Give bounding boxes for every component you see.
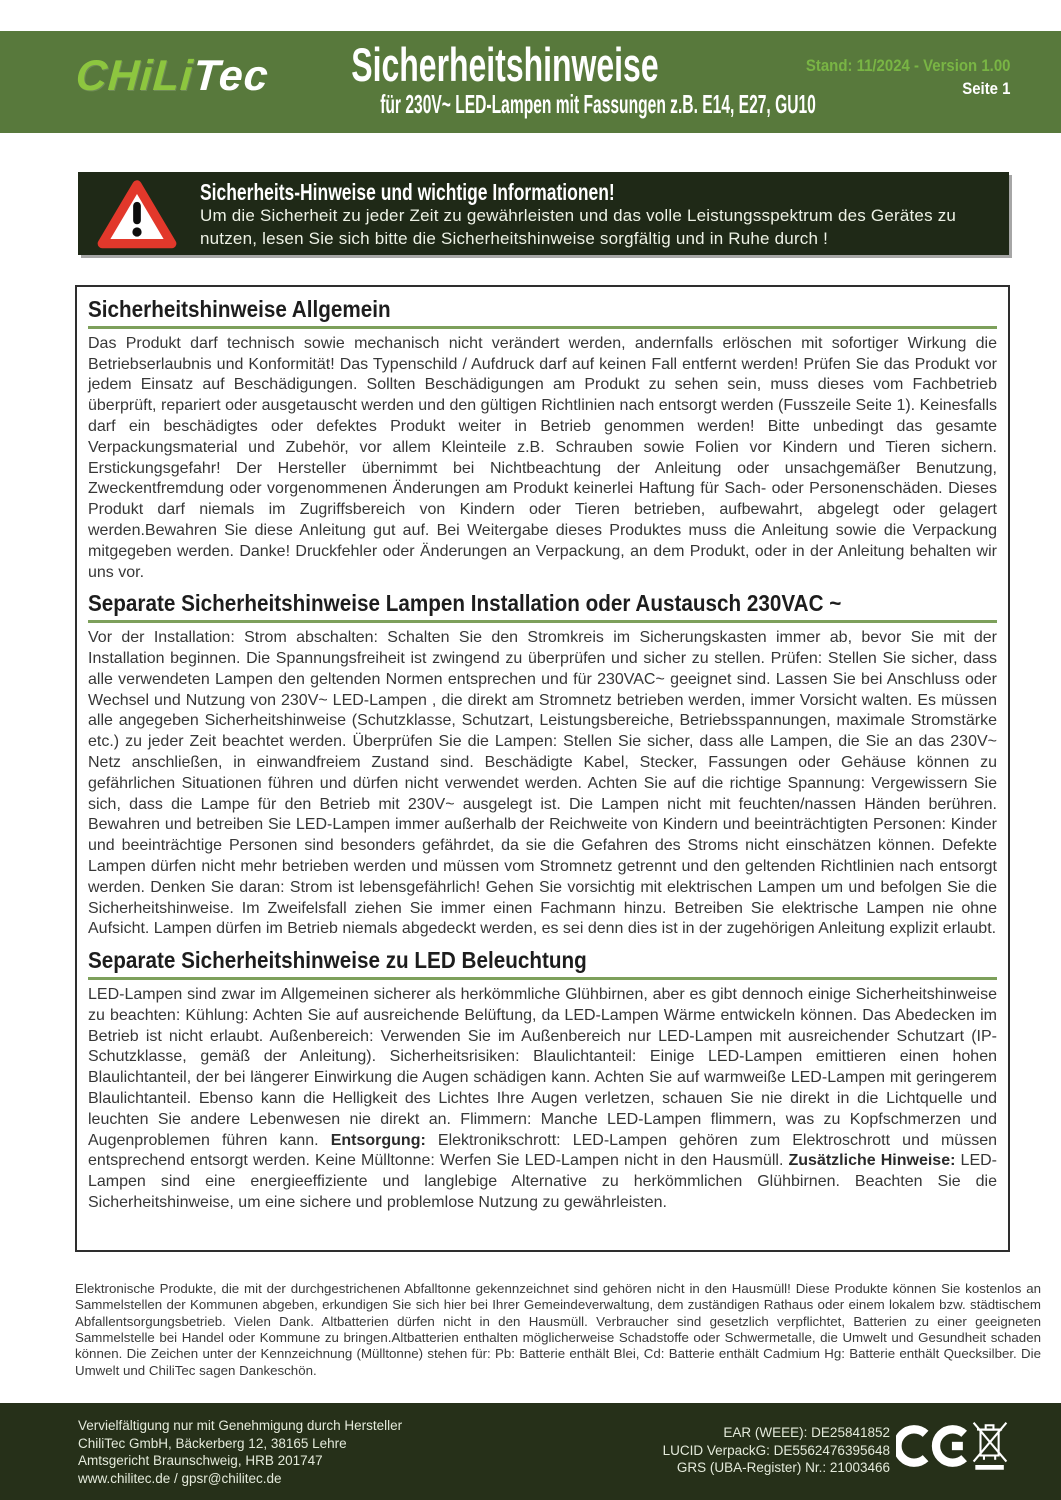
section-heading-allgemein-text: Sicherheitshinweise Allgemein: [88, 296, 391, 322]
footer-line-ear: EAR (WEEE): DE25841852: [723, 1425, 890, 1440]
warning-body: Um die Sicherheit zu jeder Zeit zu gewährleisten und das volle Leistungsspektrum des Gerätes zu nutzen, lesen Sie sich bitte die Sicherheitshinweise sorgfältig und in Ruhe durch !: [200, 206, 957, 248]
footer-registration-block: [620, 1424, 890, 1477]
section-heading-led: [88, 948, 997, 980]
page-title: Sicherheitshinweise: [351, 38, 659, 91]
section-body-installation: Vor der Installation: Strom abschalten: Schalten Sie den Stromkreis im Sicherungskasten immer ab, bevor Sie mit der Installation beginnen. Die Spannungsfreiheit ist zwingend zu überprüfen und sicher zu stellen. Prüfen: Stellen Sie sicher, dass alle verwendeten Lampen den geltenden Normen entsprechen und für 230VAC~ geeignet sind. Lassen Sie bei Anschluss oder Wechsel und Nutzung von 230V~ LED-Lampen , die direkt am Stromnetz betrieben werden, immer Vorsicht walten. Es müssen alle angegeben Sicherheitshinweise (Schutzklasse, Schutzart, Leistungsbereiche, Betriebsspannungen, maximale Stromstärke etc.) zu jeder Zeit beachtet werden. Überprüfen Sie die Lampen: Stellen Sie sicher, dass alle Lampen, die Sie an das 230V~ Netz anschließen, in einwandfreiem Zustand sind. Beschädigte Kabel, Stecker, Fassungen oder Gehäuse können zu gefährlichen Situationen führen und dürfen nicht verwendet werden. Achten Sie auf die richtige Spannung: Vergewissern Sie sich, dass die Lampe für den Betrieb mit 230V~ ausgelegt ist. Die Lampen nicht mit feuchten/nassen Händen berühren. Bewahren und betreiben Sie LED-Lampen immer außerhalb der Reichweite von Kindern und beeinträchtigten Personen: Kinder und beeinträchtige Personen sind besonders gefährdet, da sie die Gefahren des Stroms nicht einschätzen können. Defekte Lampen dürfen nicht mehr betrieben werden und müssen vom Stromnetz getrennt und den geltenden Richtlinien nach entsorgt werden. Denken Sie daran: Strom ist lebensgefährlich! Gehen Sie vorsichtig mit elektrischen Lampen um und befolgen Sie die Sicherheitshinweise. Im Zweifelsfall ziehen Sie immer einen Fachmann hinzu. Betreiben Sie elektrische Lampen nie ohne Aufsicht. Lampen dürfen im Betrieb niemals abgedeckt werden, es sei denn dies ist in der zugehörigen Anleitung explizit erlaubt.: [88, 629, 997, 938]
warning-text-block: [200, 179, 995, 250]
warning-title: Sicherheits-Hinweise und wichtige Informationen!: [200, 179, 615, 205]
section-heading-installation: [88, 591, 997, 623]
ce-mark-icon: [896, 1421, 968, 1476]
logo-text-chili: CHiLi: [74, 52, 195, 100]
page-subtitle: für 230V~ LED-Lampen mit Fassungen z.B. E14, E27, GU10: [380, 89, 816, 119]
section-heading-led-text: Separate Sicherheitshinweise zu LED Beleuchtung: [88, 947, 587, 974]
version-info: Stand: 11/2024 - Version 1.00: [805, 56, 1010, 75]
footer-company-block: [78, 1417, 402, 1487]
title-block: [235, 38, 816, 119]
footer-line-copyright: Vervielfältigung nur mit Genehmigung durch Hersteller: [78, 1418, 403, 1433]
weee-bin-icon: [971, 1418, 1009, 1479]
section-body-allgemein: Das Produkt darf technisch sowie mechanisch nicht verändert werden, andernfalls erlöschen mit sofortiger Wirkung die Betriebserlaubnis und Konformität! Das Typenschild / Aufdruck darf auf keinen Fall entfernt werden! Prüfen Sie das Produkt vor jedem Einsatz auf Beschädigungen. Sollten Beschädigungen am Produkt zu sehen sein, muss dieses vom Fachbetrieb überprüft, repariert oder ausgetauscht werden und den gültigen Richtlinien nach entsorgt werden (Fusszeile Seite 1). Keinesfalls darf ein beschädigtes oder defektes Produkt weiter in Betrieb genommen werden! Bitte unbedingt das gesamte Verpackungsmaterial und Zubehör, vor allem Kleinteile z.B. Schrauben sowie Folien vor Kindern und Tieren sichern. Erstickungsgefahr! Der Hersteller übernimmt bei Nichtbeachtung der Anleitung oder unsachgemäßer Benutzung, Zweckentfremdung oder vorgenommenen Änderungen am Produkt keinerlei Haftung für Sach- oder Personenschäden. Dieses Produkt darf niemals im Zugriffsbereich von Kindern oder Tieren betrieben, aufbewahrt, abgelegt oder gelagert werden.Bewahren Sie diese Anleitung gut auf. Bei Weitergabe dieses Produktes muss die Anleitung sowie die Verpackung mitgegeben werden. Danke! Druckfehler oder Änderungen an Verpackung, an dem Produkt, oder in der Anleitung behalten wir uns vor.: [88, 334, 997, 581]
disposal-note: Elektronische Produkte, die mit der durchgestrichenen Abfalltonne gekennzeichnet sind gehören nicht in den Hausmüll! Diese Produkte können Sie kostenlos an Sammelstellen der Kommunen abgeben, erkundigen Sie sich hier bei Ihrer Gemeindeverwaltung, dem zuständigen Rathaus oder einem lokalem bzw. städtischem Abfallentsorgungsbetrieb. Vielen Dank. Altbatterien dürfen nicht in den Hausmüll. Verbraucher sind gesetzlich verpflichtet, Batterien zu einer geeigneten Sammelstelle bei Handel oder Kommune zu bringen.Altbatterien enthalten möglicherweise Schadstoffe oder Schwermetalle, die Umwelt und Gesundheit schaden können. Die Zeichen unter der Kennzeichnung (Mülltonne) stehen für: Pb: Batterie enthält Blei, Cd: Batterie enthält Cadmium Hg: Batterie enthält Quecksilber. Die Umwelt und ChiliTec sagen Dankeschön.: [75, 1281, 1041, 1378]
footer-line-address: ChiliTec GmbH, Bäckerberg 12, 38165 Lehre: [78, 1435, 347, 1451]
page-number: Seite 1: [961, 78, 1010, 98]
footer-line-lucid: LUCID VerpackG: DE5562476395648: [662, 1442, 890, 1458]
warning-banner: [78, 172, 1009, 255]
safety-content-box: [75, 285, 1010, 1252]
version-block: [778, 55, 1010, 101]
section-body-led: LED-Lampen sind zwar im Allgemeinen sicherer als herkömmliche Glühbirnen, aber es gibt dennoch einige Sicherheitshinweise zu beachten: Kühlung: Achten Sie auf ausreichende Belüftung, da LED-Lampen Wärme entwickeln können. Das Abedecken im Betrieb ist nicht erlaubt. Außenbereich: Verwenden Sie im Außenbereich nur LED-Lampen mit ausreichender Schutzart (IP-Schutzklasse, gemäß der Anleitung). Sicherheitsrisiken: Blaulichtanteil: Einige LED-Lampen emittieren einen hohen Blaulichtanteil, der bei längerer Einwirkung die Augen schädigen kann. Achten Sie auf warmweiße LED-Lampen mit geringerem Blaulichtanteil. Ebenso kann die Helligkeit des Lichtes Ihre Augen verletzen, schauen Sie nie direkt in die Lichtquelle und leuchten Sie andere Lebenwesen nie direkt an. Flimmern: Manche LED-Lampen flimmern, was zu Kopfschmerzen und Augenproblemen führen kann. Entsorgung: Elektronikschrott: LED-Lampen gehören zum Elektroschrott und müssen entsprechend entsorgt werden. Keine Mülltonne: Werfen Sie LED-Lampen nicht in den Hausmüll. Zusätzliche Hinweise: LED-Lampen sind eine energieeffiziente und langlebige Alternative zu herkömmlichen Glühbirnen. Beachten Sie die Sicherheitshinweise, um eine sichere und problemlose Nutzung zu gewährleisten.: [88, 986, 998, 1212]
warning-triangle-icon: [94, 178, 180, 254]
section-heading-installation-text: Separate Sicherheitshinweise Lampen Installation oder Austausch 230VAC ~: [88, 590, 842, 617]
logo-text-tec: Tec: [191, 52, 271, 100]
footer-line-grs: GRS (UBA-Register) Nr.: 21003466: [676, 1460, 890, 1476]
header-banner: [0, 31, 1061, 133]
footer-line-contact: www.chilitec.de / gpsr@chilitec.de: [78, 1470, 282, 1486]
footer-line-register: Amtsgericht Braunschweig, HRB 201747: [78, 1453, 323, 1469]
section-heading-allgemein: [88, 297, 997, 329]
